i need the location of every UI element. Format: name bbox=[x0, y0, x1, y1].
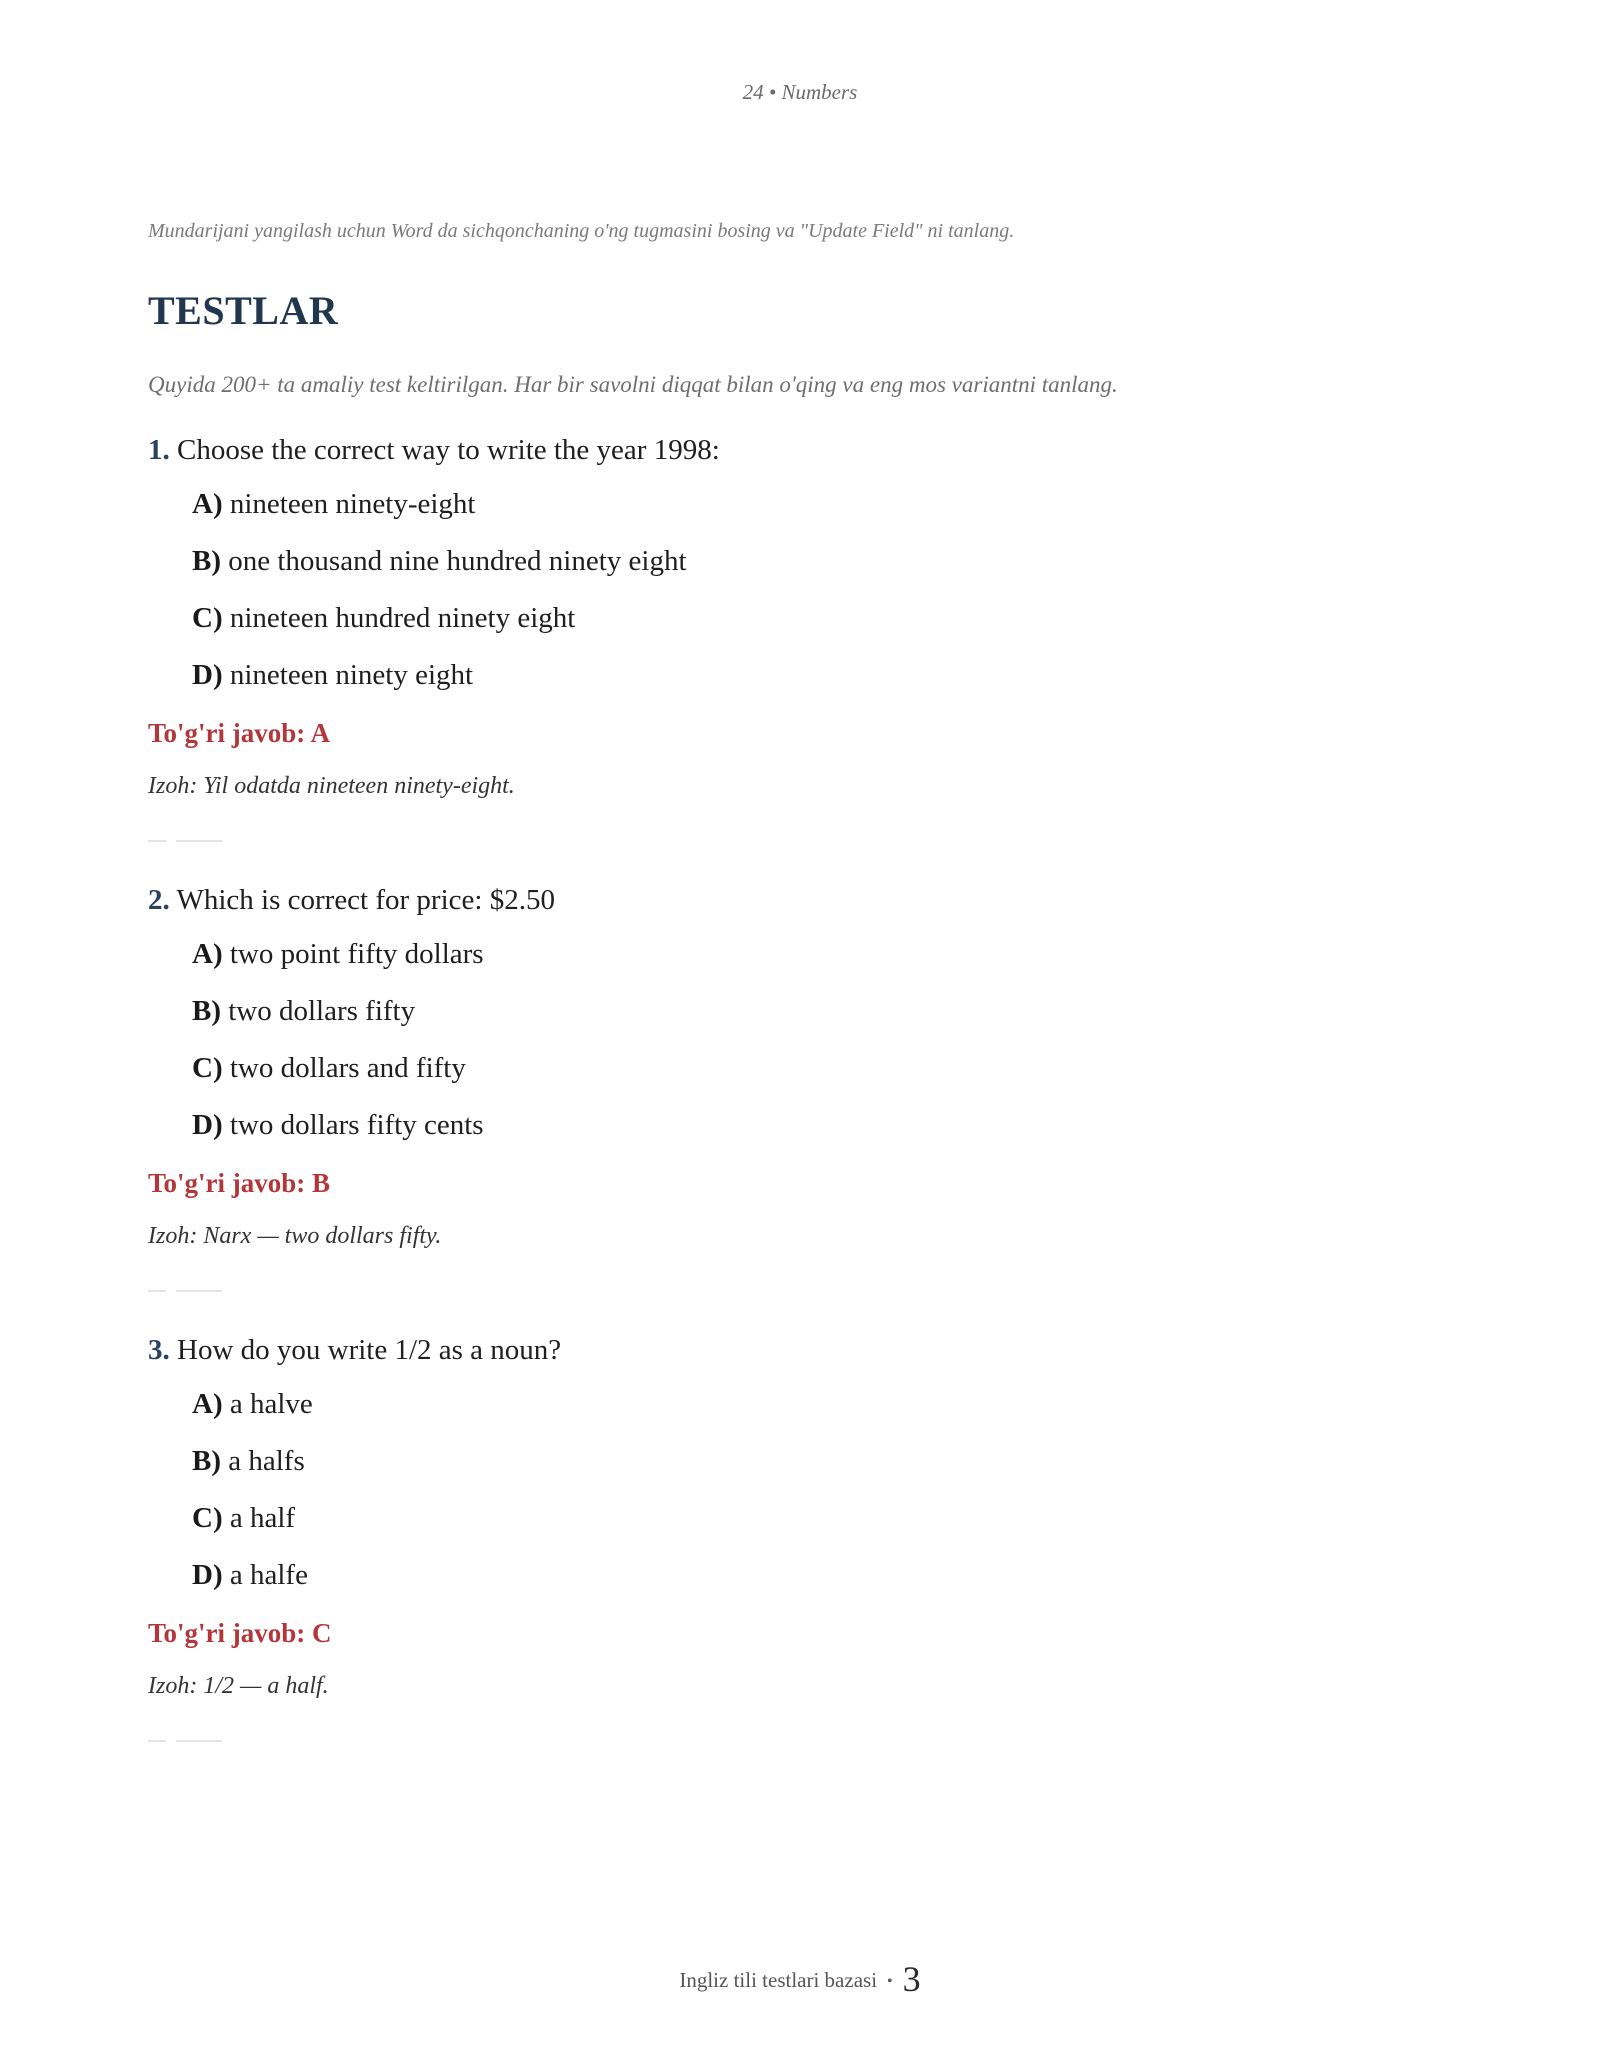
question-number: 3. bbox=[148, 1334, 170, 1366]
question-divider bbox=[148, 1740, 222, 1742]
option-d bbox=[192, 1560, 1448, 1590]
option-c bbox=[192, 1503, 1448, 1533]
option-text: a halfe bbox=[229, 1559, 308, 1591]
running-head: 24 • Numbers bbox=[742, 80, 858, 104]
correct-answer: To'g'ri javob: B bbox=[148, 1168, 331, 1198]
option-letter: D) bbox=[192, 1109, 223, 1141]
question-text bbox=[148, 1334, 1448, 1367]
option-letter: C) bbox=[192, 1052, 223, 1084]
footer-book-title: Ingliz tili testlari bazasi bbox=[679, 1968, 878, 1992]
question-number: 2. bbox=[148, 884, 170, 916]
option-letter: A) bbox=[192, 1388, 223, 1420]
option-letter: D) bbox=[192, 659, 223, 691]
option-text: two dollars fifty cents bbox=[229, 1109, 484, 1141]
option-letter: D) bbox=[192, 1559, 223, 1591]
question-1 bbox=[148, 434, 1448, 842]
question-text bbox=[148, 884, 1448, 917]
option-d bbox=[192, 660, 1448, 690]
answer-explanation: Izoh: Yil odatda nineteen ninety-eight. bbox=[148, 773, 515, 799]
option-list bbox=[192, 939, 1448, 1140]
option-c bbox=[192, 1053, 1448, 1083]
question-divider bbox=[148, 840, 222, 842]
option-letter: A) bbox=[192, 488, 223, 520]
option-letter: B) bbox=[192, 545, 221, 577]
option-text: a halfs bbox=[228, 1445, 305, 1477]
section-title: TESTLAR bbox=[148, 288, 339, 333]
correct-answer: To'g'ri javob: A bbox=[148, 718, 331, 748]
option-text: nineteen hundred ninety eight bbox=[229, 602, 576, 634]
option-d bbox=[192, 1110, 1448, 1140]
page-footer bbox=[0, 1958, 1600, 2000]
section-intro: Quyida 200+ ta amaliy test keltirilgan. Har bir savolni diqqat bilan o'qing va eng mos variantni tanlang. bbox=[148, 372, 1118, 397]
answer-explanation: Izoh: Narx — two dollars fifty. bbox=[148, 1223, 442, 1249]
option-letter: B) bbox=[192, 1445, 221, 1477]
question-prompt: Choose the correct way to write the year 1998: bbox=[177, 434, 720, 466]
question-2 bbox=[148, 884, 1448, 1292]
option-a bbox=[192, 939, 1448, 969]
option-a bbox=[192, 489, 1448, 519]
option-b bbox=[192, 546, 1448, 576]
question-prompt: How do you write 1/2 as a noun? bbox=[177, 1334, 562, 1366]
page-content bbox=[148, 220, 1448, 1742]
option-text: a halve bbox=[229, 1388, 313, 1420]
option-list bbox=[192, 489, 1448, 690]
option-list bbox=[192, 1389, 1448, 1590]
option-a bbox=[192, 1389, 1448, 1419]
option-b bbox=[192, 996, 1448, 1026]
option-text: one thousand nine hundred ninety eight bbox=[228, 545, 687, 577]
option-c bbox=[192, 603, 1448, 633]
option-letter: B) bbox=[192, 995, 221, 1027]
question-text bbox=[148, 434, 1448, 467]
option-text: nineteen ninety eight bbox=[229, 659, 474, 691]
option-text: two point fifty dollars bbox=[229, 938, 484, 970]
footer-separator: • bbox=[887, 1973, 893, 1991]
question-divider bbox=[148, 1290, 222, 1292]
page-number: 3 bbox=[902, 1959, 921, 1999]
option-b bbox=[192, 1446, 1448, 1476]
question-prompt: Which is correct for price: $2.50 bbox=[176, 884, 555, 916]
option-text: a half bbox=[229, 1502, 296, 1534]
option-letter: C) bbox=[192, 1502, 223, 1534]
correct-answer: To'g'ri javob: C bbox=[148, 1618, 332, 1648]
option-letter: C) bbox=[192, 602, 223, 634]
answer-explanation: Izoh: 1/2 — a half. bbox=[148, 1673, 329, 1699]
question-3 bbox=[148, 1334, 1448, 1742]
option-text: two dollars and fifty bbox=[229, 1052, 466, 1084]
option-letter: A) bbox=[192, 938, 223, 970]
toc-update-note: Mundarijani yangilash uchun Word da sichqonchaning o'ng tugmasini bosing va "Update Field" ni tanlang. bbox=[148, 220, 1015, 242]
option-text: nineteen ninety-eight bbox=[229, 488, 476, 520]
question-number: 1. bbox=[148, 434, 170, 466]
option-text: two dollars fifty bbox=[228, 995, 416, 1027]
